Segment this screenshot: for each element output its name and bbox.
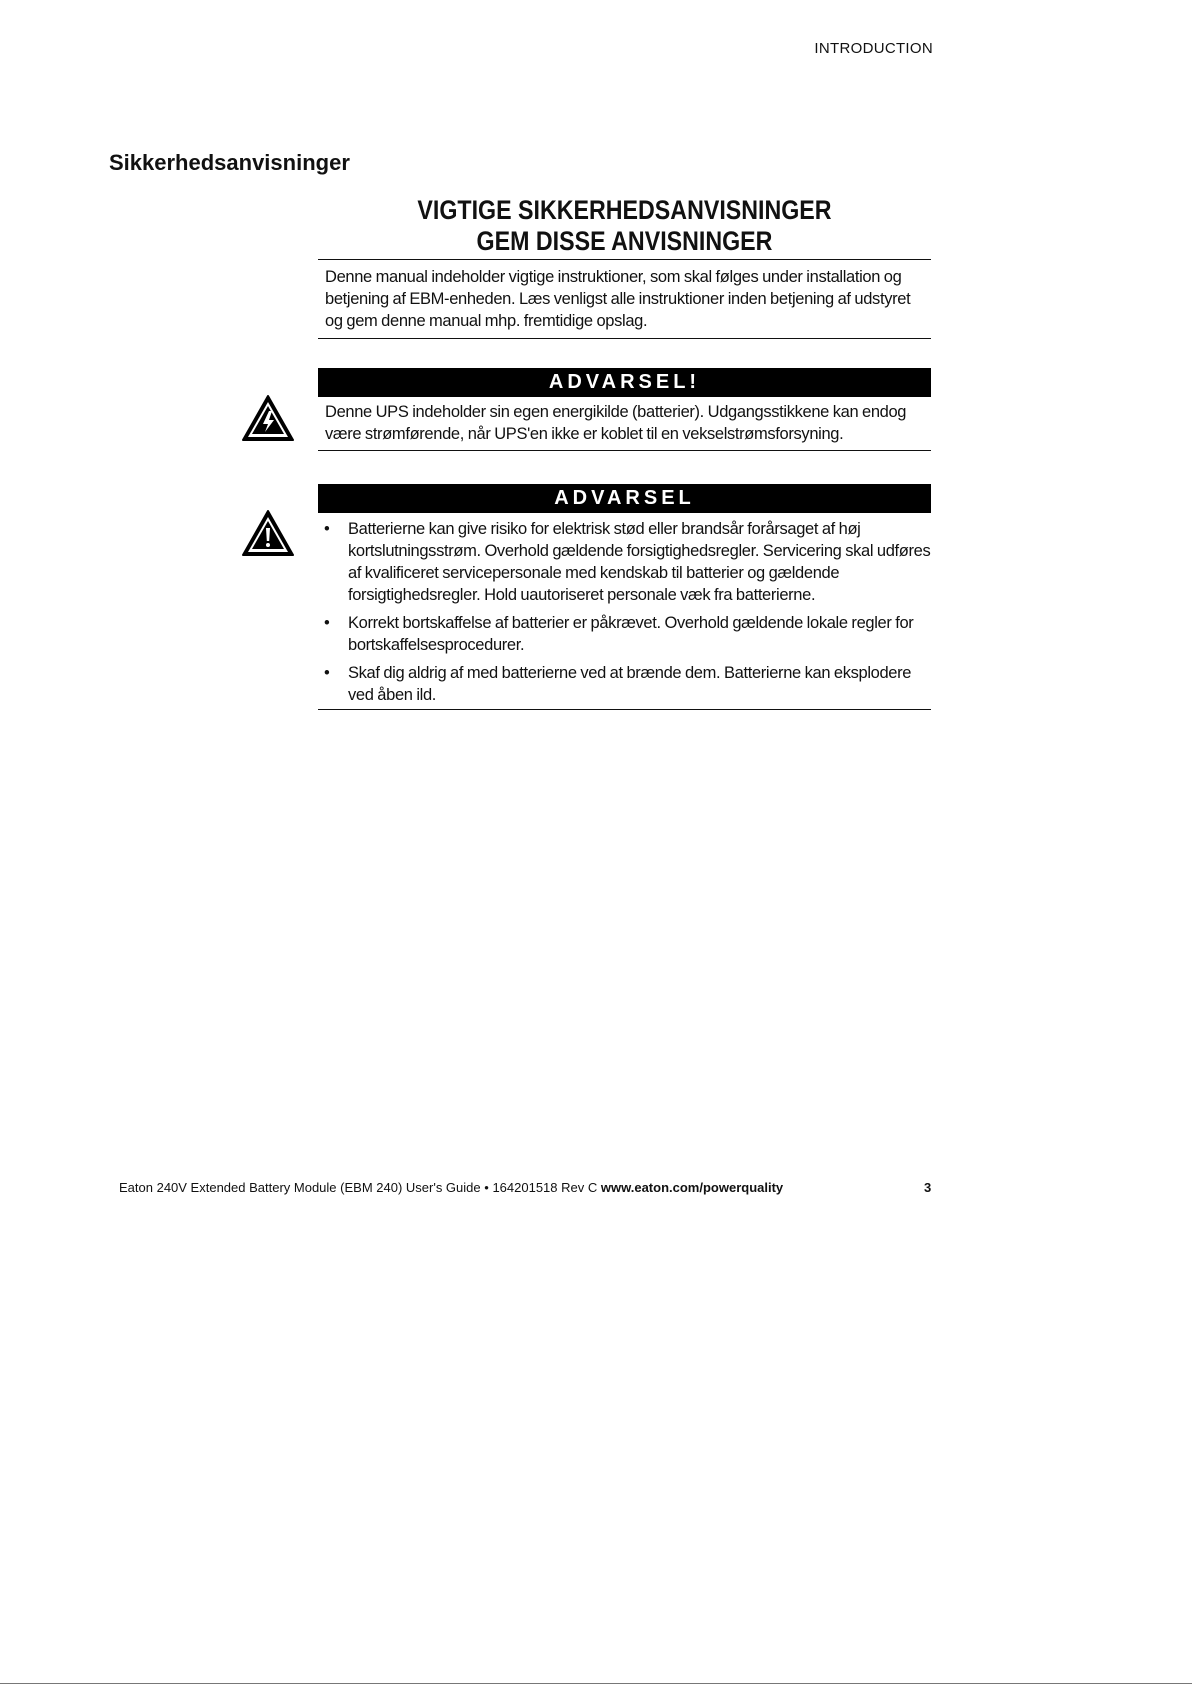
warning-body bbox=[318, 513, 931, 710]
exclamation-hazard-icon bbox=[240, 508, 296, 558]
list-item-text: Batterierne kan give risiko for elektrisk stød eller brandsår forårsaget af høj kortslutningsstrøm. Overhold gældende forsigtighedsregler. Servicering skal udføres af kvalificeret servicepersonale med kendskab til batterier og gældende forsigtighedsregler. Hold uautoriseret personale væk fra batterierne. bbox=[348, 520, 931, 604]
footer-separator: • bbox=[484, 1180, 489, 1195]
warning-title-bar: ADVARSEL! bbox=[318, 368, 931, 397]
intro-notice-text: Denne manual indeholder vigtige instruktioner, som skal følges under installation og betjening af EBM-enheden. Læs venligst alle instruktioner inden betjening af udstyret og gem denne manual mhp. fremtidige opslag. bbox=[325, 268, 911, 330]
running-header: INTRODUCTION bbox=[814, 40, 933, 57]
list-item bbox=[318, 518, 931, 606]
list-item-text: Skaf dig aldrig af med batterierne ved at brænde dem. Batterierne kan eksplodere ved åben ild. bbox=[348, 664, 912, 704]
bullet: • bbox=[324, 520, 330, 538]
page-bottom-divider bbox=[0, 1683, 1192, 1684]
page-number: 3 bbox=[924, 1180, 932, 1195]
important-safety-title bbox=[361, 195, 888, 257]
section-title: Sikkerhedsanvisninger bbox=[109, 150, 350, 175]
warning-title-bar: ADVARSEL bbox=[318, 484, 931, 513]
electrical-hazard-icon bbox=[240, 393, 296, 443]
important-title-line-2: GEM DISSE ANVISNINGER bbox=[476, 226, 773, 256]
list-item bbox=[318, 612, 931, 656]
footer-url-link[interactable]: www.eaton.com/powerquality bbox=[600, 1180, 784, 1195]
warning-block-electrical bbox=[318, 368, 931, 451]
bullet: • bbox=[324, 664, 330, 682]
important-title-line-1: VIGTIGE SIKKERHEDSANVISNINGER bbox=[417, 195, 832, 225]
list-item-text: Korrekt bortskaffelse af batterier er påkrævet. Overhold gældende lokale regler for bortskaffelsesprocedurer. bbox=[348, 614, 914, 654]
footer-guide-title: Eaton 240V Extended Battery Module (EBM 240) User's Guide bbox=[119, 1180, 481, 1195]
list-item bbox=[318, 662, 931, 706]
bullet: • bbox=[324, 614, 330, 632]
warning-text: Denne UPS indeholder sin egen energikilde (batterier). Udgangsstikkene kan endog være strømførende, når UPS'en ikke er koblet til en vekselstrømsforsyning. bbox=[325, 403, 907, 443]
page-footer bbox=[119, 1180, 783, 1195]
warning-bullet-list bbox=[318, 518, 931, 706]
warning-body bbox=[318, 397, 931, 451]
footer-doc-number: 164201518 Rev C bbox=[492, 1180, 598, 1195]
warning-block-battery bbox=[318, 484, 931, 710]
intro-notice-box bbox=[318, 259, 931, 339]
